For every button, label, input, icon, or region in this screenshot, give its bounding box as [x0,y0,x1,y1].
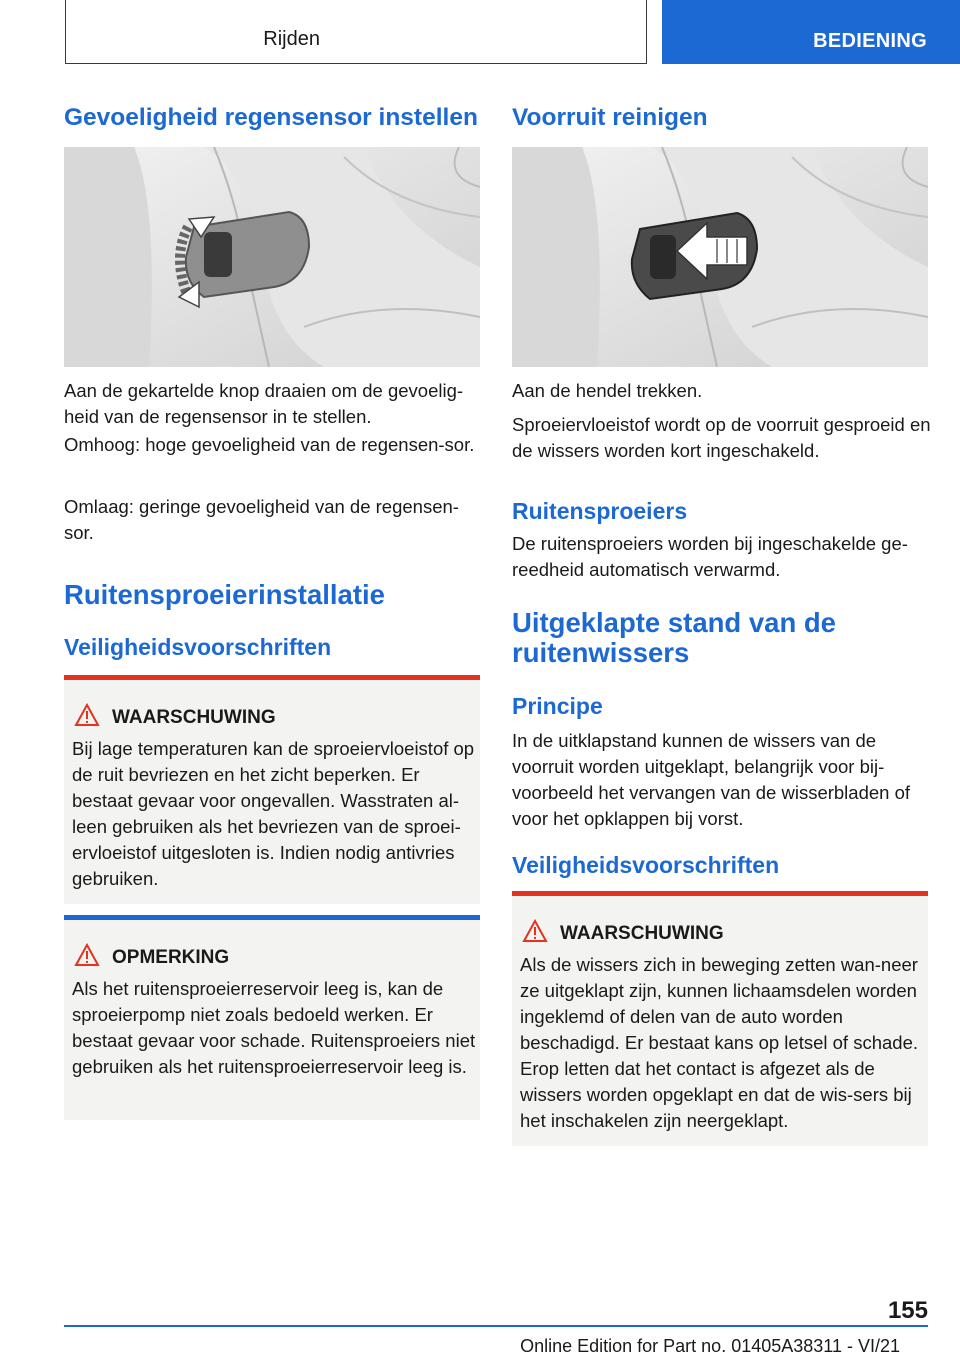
warning-box [64,675,480,904]
warning-triangle-icon [522,919,548,943]
note-title: OPMERKING [112,947,230,968]
heading-safety: Veiligheidsvoorschriften [64,634,332,660]
warning-triangle-icon [74,703,100,727]
heading-wiper-position: Uitgeklapte stand van de ruitenwissers [512,607,836,668]
warning-title: WAARSCHUWING [112,707,276,728]
paragraph: Aan de hendel trekken. [512,380,703,401]
warning-title: WAARSCHUWING [560,923,724,944]
footer-divider [64,1325,928,1327]
heading-clean-windshield: Voorruit reinigen [512,104,708,131]
paragraph: Omhoog: hoge gevoeligheid van de regensen-sor. [64,434,475,455]
rain-sensor-knob-image [64,147,480,367]
page-number: 155 [887,1297,928,1324]
note-text: Als het ruitensproeierreservoir leeg is, kan de sproeierpomp niet zoals bedoeld werken. Er bestaat gevaar voor schade. Ruitensproeiers niet gebruiken als het ruitensproeierreservoir leeg is. [72,978,476,1077]
paragraph: In de uitklapstand kunnen de wissers van de voorruit worden uitgeklapt, belangrijk voor bij-voorbeeld het vervangen van de wisserbladen of voor het opklappen bij vorst. [512,730,911,829]
wiper-lever-pull-image [512,147,928,367]
warning-box [512,891,928,1146]
section-title: Rijden [263,28,320,50]
chapter-title: BEDIENING [813,30,927,52]
heading-safety: Veiligheidsvoorschriften [512,852,780,878]
note-box [64,915,480,1120]
chapter-tab[interactable] [662,0,960,64]
paragraph: Aan de gekartelde knop draaien om de gevoelig-heid van de regensensor in te stellen. [64,380,464,427]
heading-washers: Ruitensproeiers [512,498,688,524]
paragraph: Omlaag: geringe gevoeligheid van de regensen-sor. [64,496,459,543]
warning-text: Als de wissers zich in beweging zetten wan-neer ze uitgeklapt zijn, kunnen lichaamsdelen worden ingeklemd of delen van de auto worden beschadigd. Er bestaat kans op letsel of schade. Erop letten dat het contact is afgezet als de wissers worden opgeklapt en dat de wis-sers bij het inschakelen zijn neergeklapt. [520,954,919,1131]
warning-triangle-icon [74,943,100,967]
header-frame [65,0,647,64]
paragraph: De ruitensproeiers worden bij ingeschakelde ge-reedheid automatisch verwarmd. [512,533,908,580]
heading-washer-system: Ruitensproeierinstallatie [64,579,385,610]
heading-rain-sensor: Gevoeligheid regensensor instellen [64,104,478,131]
heading-principle: Principe [512,693,603,719]
warning-text: Bij lage temperaturen kan de sproeiervloeistof op de ruit bevriezen en het zicht beperken. Er bestaat gevaar voor ongevallen. Wasstraten al-leen gebruiken als het bevriezen van de sproei-ervloeistof uitgesloten is. Indien nodig antivries gebruiken. [72,738,475,889]
paragraph: Sproeiervloeistof wordt op de voorruit gesproeid en de wissers worden kort ingeschakeld. [512,414,931,461]
edition-info: Online Edition for Part no. 01405A38311 - VI/21 [520,1336,900,1356]
